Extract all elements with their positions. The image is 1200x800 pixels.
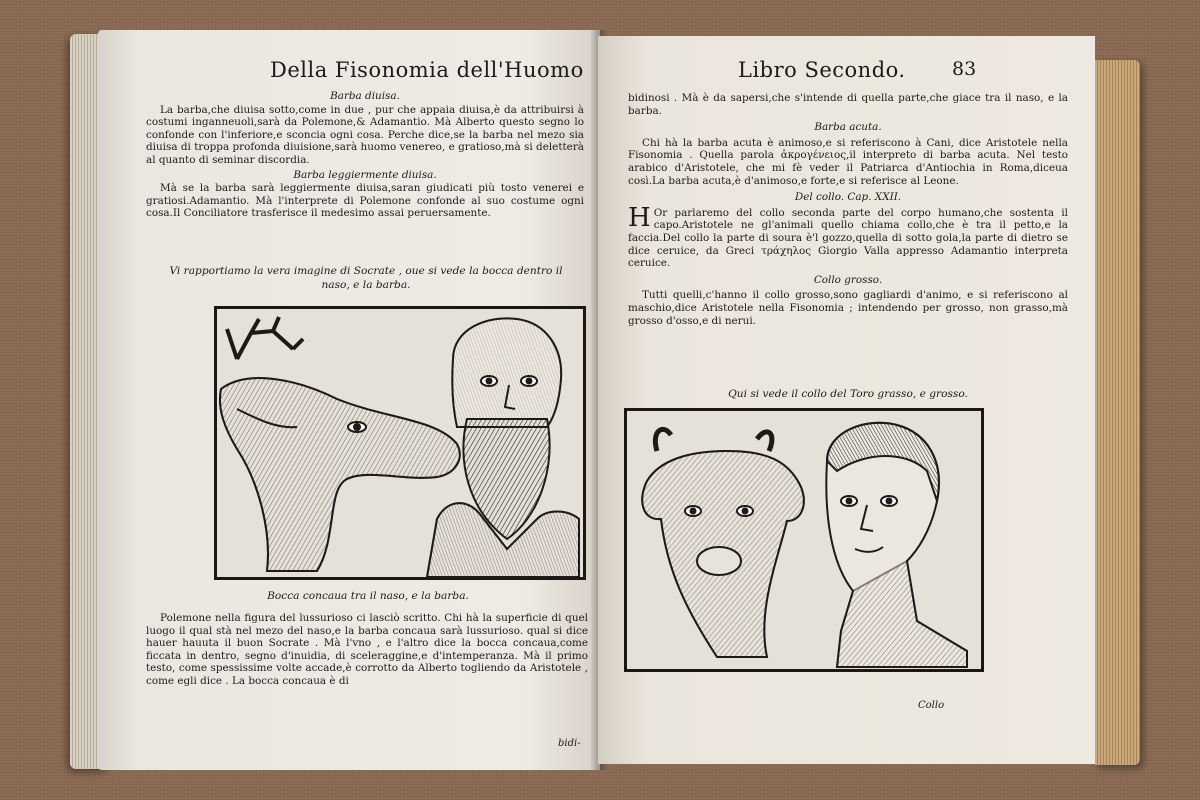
section-title-barba-leggiermente: Barba leggiermente diuisa. xyxy=(293,168,437,181)
section-text-barba-diuisa: La barba,che diuisa sotto,come in due , pur che appaia diuisa,è da attribuirsi à costumi inganneuoli,sarà da Polemone,& Adamantio. Mà Alberto questo segno lo confonde con l'inferiore,e sconcia ogni cosa. Perche dice,se la barba nel mezo sia diuisa di troppa profonda diuisione,sarà huomo venereo, e gratioso,mà si deletterà al quanto di seminar discordia. xyxy=(146,103,584,166)
chapter-title-del-collo: Del collo. Cap. XXII. xyxy=(794,191,902,204)
left-lower-text xyxy=(146,612,588,690)
woodcut-bull-and-man xyxy=(624,408,984,672)
right-catchword: Collo xyxy=(918,700,945,711)
left-upper-text xyxy=(146,88,584,222)
section-text-barba-acuta: Chi hà la barba acuta è animoso,e si referiscono à Cani, dice Aristotele nella Fisonomia . Quella parola ἀκρογένειος,il interpreto di barba acuta. Nel testo arabico d'Aristotele, che mi fè veder il Patriarca d'Antiochia in Roma,diceua così.La barba acuta,è d'animoso,e forte,e si referisce al Leone. xyxy=(628,136,1068,187)
figure-intro-toro: Qui si vede il collo del Toro grasso, e grosso. xyxy=(728,388,968,400)
figure-intro-socrate: Vi rapportiamo la vera imagine di Socrate , oue si vede la bocca dentro il naso, e la barba. xyxy=(169,265,563,291)
section-text-collo-grosso: Tutti quelli,c'hanno il collo grosso,sono gagliardi d'animo, e si referiscono al maschio,dice Aristotele nella Fisonomia ; intendendo per grosso, non grasso,mà grosso d'osso,e di nerui. xyxy=(628,289,1068,327)
left-page xyxy=(98,30,600,770)
chapter-text-del-collo xyxy=(628,202,1068,270)
stag-socrates-illustration xyxy=(217,309,583,577)
bull-man-illustration xyxy=(627,411,981,669)
woodcut-stag-and-socrates xyxy=(214,306,586,580)
right-page xyxy=(598,36,1095,764)
continuation-text: bidinosi . Mà è da sapersi,che s'intende di quella parte,che giace tra il naso, e la barba. xyxy=(628,92,1068,117)
section-title-barba-diuisa: Barba diuisa. xyxy=(330,90,400,102)
open-book xyxy=(70,20,1140,780)
section-text-barba-leggiermente: Mà se la barba sarà leggiermente diuisa,saran giudicati più tosto venerei e gratiosi.Adamantio. Mà l'interprete di Polemone confonde al suo costume ogni cosa.Il Conciliatore trasferisce il medesimo assai peruersamente. xyxy=(146,182,584,220)
chapter-body: Or parlaremo del collo seconda parte del corpo humano,che sostenta il capo.Aristotele ne gl'animali quello chiama collo,che è tra il petto,e la faccia.Del collo la parte di soura è'l gozzo,quella di sotto gola,la parte di dietro se dice ceruice, da Greci τράχηλος Giorgio Valla appresso Adamantio interpreta ceruice. xyxy=(628,206,1068,270)
page-number: 83 xyxy=(952,58,977,80)
polemone-paragraph: Polemone nella figura del lussurioso ci lasciò scritto. Chi hà la superficie di quel luogo il qual stà nel mezo del naso,e la barba concaua sarà lussurioso. qual si dice hauer hauuta il buon Socrate . Mà l'vno , e l'altro dice la bocca concaua,come ficcata in dentro, segno d'inuidia, di sceleraggine,e d'intemperanza. Mà il primo testo, come spessissime volte accade,è corrotto da Alberto togliendo da Aristotele , come egli dice . La bocca concaua è di xyxy=(146,612,588,687)
right-upper-text xyxy=(628,92,1068,329)
right-page-edges xyxy=(1095,60,1140,765)
drop-cap: H xyxy=(628,202,651,233)
right-running-head: Libro Secondo. xyxy=(738,58,906,82)
left-running-head: Della Fisonomia dell'Huomo xyxy=(270,58,584,82)
figure-caption-bocca: Bocca concaua tra il naso, e la barba. xyxy=(267,590,469,602)
bull-head xyxy=(642,429,804,657)
section-title-barba-acuta: Barba acuta. xyxy=(814,121,882,134)
stag-head xyxy=(220,317,460,571)
left-catchword: bidi- xyxy=(558,738,581,749)
man-head xyxy=(826,423,967,667)
section-title-collo-grosso: Collo grosso. xyxy=(813,273,883,286)
